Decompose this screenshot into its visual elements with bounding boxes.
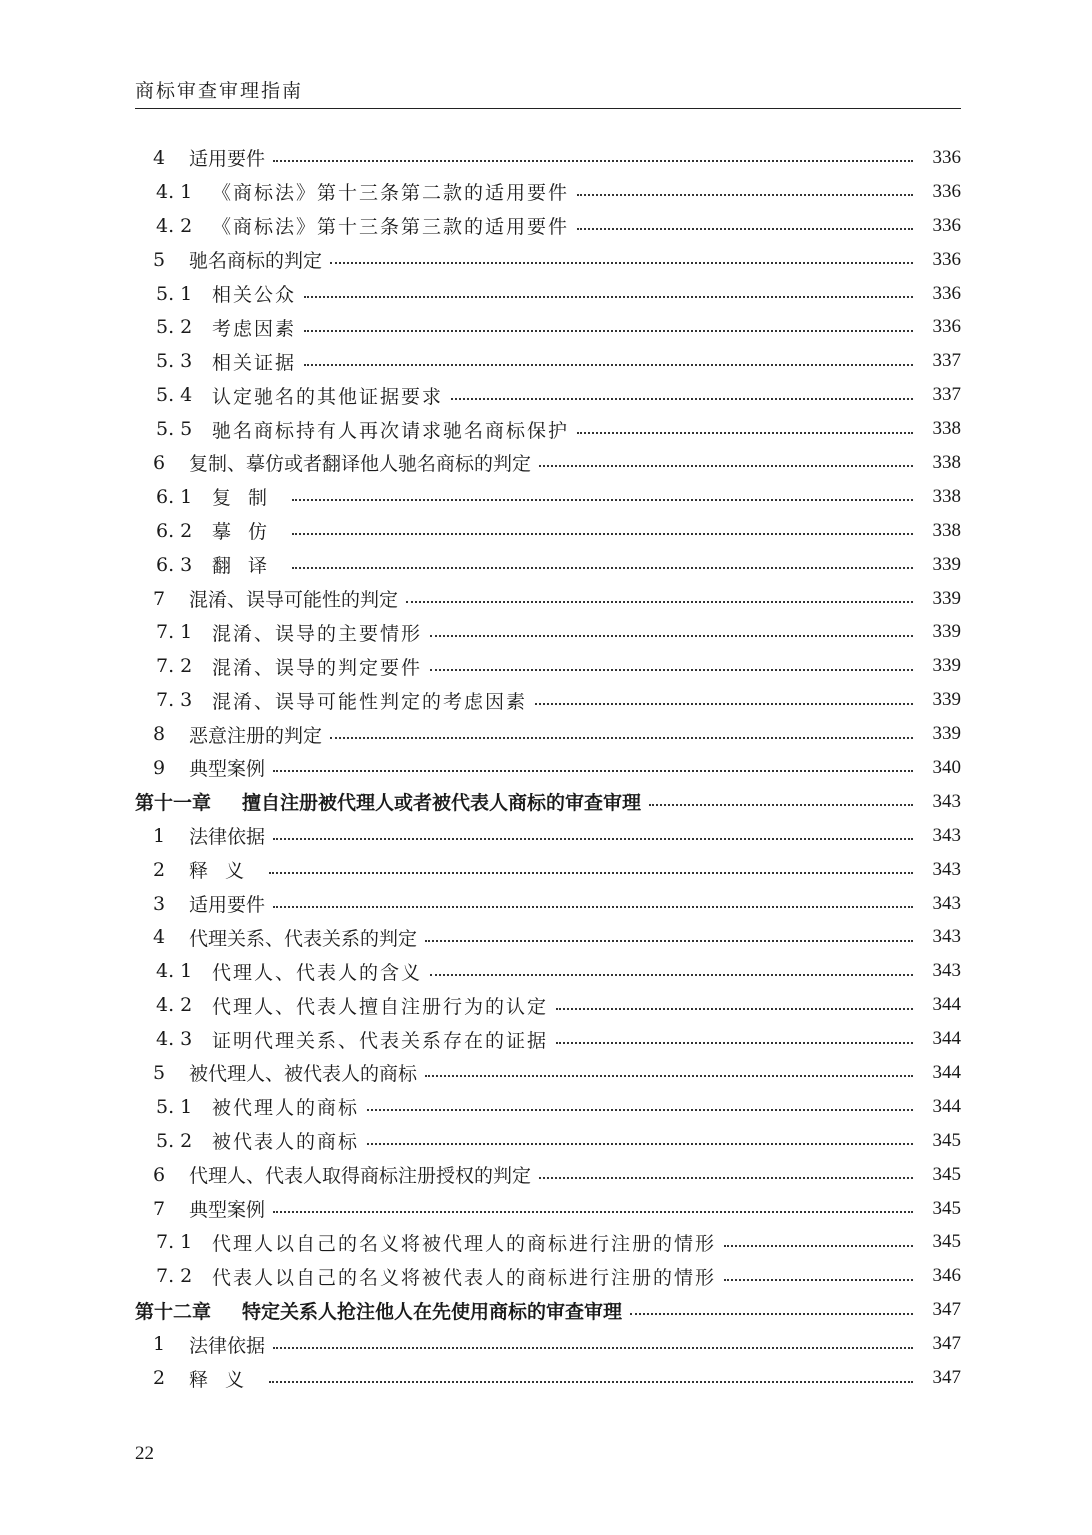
dot-leader [273, 1346, 913, 1349]
toc-entry-title: 典型案例 [189, 1199, 266, 1222]
toc-entry-title: 认定驰名的其他证据要求 [212, 385, 444, 408]
toc-entry-number: 5 [153, 1061, 166, 1084]
toc-entry-number: 7. 2 [156, 655, 193, 678]
toc-entry-number: 5. 3 [156, 350, 193, 373]
toc-entry-number: 7 [153, 1197, 166, 1220]
toc-entry-page: 336 [932, 146, 961, 168]
toc-entry-page: 336 [932, 316, 961, 338]
toc-entry-number: 5. 5 [156, 418, 193, 441]
toc-entry-number: 5. 4 [156, 384, 193, 407]
toc-entry-page: 345 [932, 1129, 961, 1151]
dot-leader [539, 1176, 913, 1179]
toc-entry-title: 适用要件 [189, 148, 266, 171]
toc-entry[interactable] [135, 819, 961, 853]
toc-entry-page: 346 [932, 1265, 961, 1287]
toc-entry[interactable] [135, 548, 961, 582]
dot-leader [269, 871, 913, 874]
toc-entry[interactable] [135, 1361, 961, 1395]
dot-leader [273, 905, 913, 908]
toc-entry-page: 339 [932, 587, 961, 609]
toc-entry-title: 混淆、误导可能性判定的考虑因素 [212, 690, 528, 713]
toc-entry-title: 法律依据 [189, 1334, 266, 1357]
toc-entry[interactable] [135, 615, 961, 649]
toc-entry-page: 343 [932, 790, 961, 812]
toc-entry-title: 复制、摹仿或者翻译他人驰名商标的判定 [189, 453, 532, 476]
dot-leader [649, 803, 913, 806]
toc-entry-number: 9 [153, 756, 166, 779]
dot-leader [292, 532, 913, 535]
toc-entry-page: 344 [932, 1028, 961, 1050]
toc-entry-title: 证明代理关系、代表关系存在的证据 [212, 1029, 549, 1052]
dot-leader [430, 668, 913, 671]
toc-entry[interactable] [135, 1022, 961, 1056]
toc-entry-title: 代理人、代表人取得商标注册授权的判定 [189, 1165, 532, 1188]
dot-leader [430, 973, 913, 976]
dot-leader [273, 769, 913, 772]
toc-entry-title: 相关公众 [212, 284, 297, 306]
toc-entry[interactable] [135, 1259, 961, 1293]
toc-entry[interactable] [135, 446, 961, 480]
toc-entry[interactable] [135, 887, 961, 921]
toc-entry-number: 6. 1 [156, 485, 193, 508]
toc-entry[interactable] [135, 344, 961, 378]
toc-entry-page: 338 [932, 485, 961, 507]
toc-entry[interactable] [135, 141, 961, 175]
toc-entry-page: 339 [932, 553, 961, 575]
dot-leader [556, 1041, 913, 1044]
toc-entry-number: 2 [153, 1367, 166, 1389]
dot-leader [577, 193, 913, 196]
toc-entry-title: 复制 [212, 487, 285, 510]
toc-entry[interactable] [135, 1124, 961, 1158]
toc-entry-number: 4. 1 [156, 180, 193, 203]
toc-entry-page: 347 [932, 1333, 961, 1355]
toc-entry-number: 5. 2 [156, 1129, 193, 1152]
toc-entry[interactable] [135, 412, 961, 446]
toc-entry-page: 337 [932, 384, 961, 406]
toc-entry-number: 4. 2 [156, 214, 193, 237]
toc-entry-number: 7. 1 [156, 621, 193, 644]
toc-entry-page: 336 [932, 282, 961, 304]
toc-entry-page: 343 [932, 960, 961, 982]
dot-leader [292, 566, 913, 569]
dot-leader [577, 431, 913, 434]
dot-leader [273, 837, 913, 840]
dot-leader [367, 1142, 913, 1145]
toc-entry-title: 《商标法》第十三条第二款的适用要件 [212, 182, 570, 205]
toc-entry-number: 第十一章 [135, 792, 212, 815]
toc-entry-number: 5. 2 [156, 316, 193, 339]
toc-entry-number: 3 [153, 892, 166, 915]
toc-entry[interactable] [135, 209, 961, 243]
toc-entry-page: 343 [932, 926, 961, 948]
dot-leader [304, 363, 913, 366]
toc-entry[interactable] [135, 1327, 961, 1361]
dot-leader [273, 1210, 913, 1213]
dot-leader [304, 295, 913, 298]
dot-leader [269, 1380, 913, 1383]
toc-entry-number: 6. 2 [156, 519, 193, 542]
toc-entry-page: 338 [932, 519, 961, 541]
toc-entry-page: 339 [932, 621, 961, 643]
toc-entry-page: 339 [932, 723, 961, 745]
toc-entry-number: 7. 3 [156, 689, 193, 712]
toc-entry-title: 代理人、代表人擅自注册行为的认定 [212, 995, 549, 1018]
toc-entry-page: 338 [932, 451, 961, 473]
toc-entry-number: 6 [153, 1163, 166, 1186]
toc-entry-number: 2 [153, 858, 166, 881]
toc-entry-number: 1 [153, 1333, 166, 1356]
dot-leader [539, 464, 913, 467]
dot-leader [430, 634, 913, 637]
toc-entry-page: 336 [932, 248, 961, 270]
toc-entry-title: 典型案例 [189, 758, 266, 781]
toc-entry-page: 337 [932, 350, 961, 372]
toc-entry-title: 被代理人、被代表人的商标 [189, 1063, 418, 1086]
toc-entry-title: 擅自注册被代理人或者被代表人商标的审查审理 [242, 792, 642, 815]
toc-entry-title: 摹仿 [212, 521, 285, 544]
toc-entry-page: 345 [932, 1197, 961, 1219]
toc-entry[interactable] [135, 649, 961, 683]
toc-entry-number: 4. 1 [156, 960, 193, 983]
toc-entry-number: 1 [153, 824, 166, 847]
toc-entry-page: 339 [932, 689, 961, 711]
dot-leader [577, 227, 913, 230]
toc-entry-page: 344 [932, 1095, 961, 1117]
dot-leader [630, 1312, 913, 1315]
toc-entry[interactable] [135, 1056, 961, 1090]
toc-entry-page: 336 [932, 180, 961, 202]
toc-entry-title: 翻译 [212, 555, 285, 578]
dot-leader [304, 329, 913, 332]
toc-entry[interactable] [135, 310, 961, 344]
page-number: 22 [135, 1443, 154, 1464]
toc-entry-title: 代理人、代表人的含义 [212, 961, 423, 984]
toc-entry-page: 343 [932, 858, 961, 880]
toc-entry[interactable] [135, 175, 961, 209]
toc-entry-number: 第十二章 [135, 1300, 212, 1323]
dot-leader [330, 736, 913, 739]
toc-entry-page: 345 [932, 1231, 961, 1253]
toc-entry-number: 6 [153, 451, 166, 474]
toc-entry-page: 340 [932, 756, 961, 778]
toc-entry[interactable] [135, 480, 961, 514]
toc-entry-title: 被代表人的商标 [212, 1131, 360, 1154]
toc-chapter-entry[interactable] [135, 1293, 961, 1327]
toc-entry-page: 343 [932, 824, 961, 846]
dot-leader [724, 1278, 913, 1281]
book-title: 商标审查审理指南 [135, 80, 304, 102]
toc-entry-title: 混淆、误导的判定要件 [212, 656, 423, 679]
toc-entry-page: 344 [932, 994, 961, 1016]
toc-entry-title: 恶意注册的判定 [189, 724, 323, 747]
dot-leader [273, 159, 913, 162]
toc-entry-page: 343 [932, 892, 961, 914]
toc-entry[interactable] [135, 1158, 961, 1192]
toc-entry-title: 适用要件 [189, 894, 266, 917]
toc-entry-page: 338 [932, 418, 961, 440]
toc-entry-page: 336 [932, 214, 961, 236]
dot-leader [406, 600, 913, 603]
toc-entry[interactable] [135, 954, 961, 988]
toc-entry-title: 代表人以自己的名义将被代表人的商标进行注册的情形 [212, 1266, 717, 1289]
toc-entry-title: 被代理人的商标 [212, 1097, 360, 1120]
toc-entry-page: 347 [932, 1299, 961, 1321]
toc-entry-number: 4. 3 [156, 1028, 193, 1051]
dot-leader [330, 261, 913, 264]
toc-entry-title: 释义 [189, 860, 262, 883]
toc-entry[interactable] [135, 1192, 961, 1226]
toc-entry-number: 8 [153, 723, 166, 746]
toc-entry[interactable] [135, 1090, 961, 1124]
toc-entry-number: 5. 1 [156, 1095, 193, 1118]
toc-entry-title: 法律依据 [189, 826, 266, 849]
toc-entry[interactable] [135, 378, 961, 412]
dot-leader [367, 1108, 913, 1111]
toc-entry[interactable] [135, 277, 961, 311]
toc-entry[interactable] [135, 582, 961, 616]
toc-entry-number: 7. 1 [156, 1231, 193, 1254]
toc-entry-number: 7. 2 [156, 1265, 193, 1288]
toc-entry-title: 驰名商标持有人再次请求驰名商标保护 [212, 419, 570, 442]
toc-entry[interactable] [135, 751, 961, 785]
running-header [135, 72, 961, 109]
toc-entry-title: 考虑因素 [212, 317, 297, 340]
toc-entry[interactable] [135, 920, 961, 954]
toc-entry-page: 344 [932, 1061, 961, 1083]
toc-entry-title: 混淆、误导的主要情形 [212, 622, 423, 645]
toc-entry-title: 混淆、误导可能性的判定 [189, 589, 399, 612]
toc-entry-title: 代理关系、代表关系的判定 [189, 927, 418, 950]
toc-entry-page: 345 [932, 1163, 961, 1185]
toc-chapter-entry[interactable] [135, 785, 961, 819]
toc-entry-title: 相关证据 [212, 351, 297, 374]
toc-entry[interactable] [135, 514, 961, 548]
toc-entry-page: 347 [932, 1367, 961, 1388]
dot-leader [425, 1074, 913, 1077]
toc-entry[interactable] [135, 243, 961, 277]
dot-leader [556, 1007, 913, 1010]
toc-entry-page: 339 [932, 655, 961, 677]
dot-leader [292, 498, 913, 501]
toc-entry-number: 5. 1 [156, 282, 193, 305]
toc-entry[interactable] [135, 988, 961, 1022]
toc-entry-number: 6. 3 [156, 553, 193, 576]
dot-leader [724, 1244, 913, 1247]
toc-entry-number: 4 [153, 926, 166, 949]
toc-entry-title: 代理人以自己的名义将被代理人的商标进行注册的情形 [212, 1232, 717, 1255]
dot-leader [535, 702, 913, 705]
toc-entry[interactable] [135, 1226, 961, 1260]
toc-entry-title: 特定关系人抢注他人在先使用商标的审查审理 [242, 1300, 623, 1323]
toc-entry-number: 5 [153, 248, 166, 271]
toc-entry-number: 4 [153, 146, 166, 169]
toc-entry[interactable] [135, 717, 961, 751]
toc-entry-title: 《商标法》第十三条第三款的适用要件 [212, 216, 570, 239]
toc-entry-number: 4. 2 [156, 994, 193, 1017]
toc-entry-title: 释义 [189, 1368, 262, 1391]
toc-entry-title: 驰名商标的判定 [189, 250, 323, 273]
table-of-contents [135, 141, 961, 1395]
dot-leader [451, 397, 913, 400]
toc-entry[interactable] [135, 683, 961, 717]
dot-leader [425, 939, 913, 942]
toc-entry[interactable] [135, 853, 961, 887]
toc-entry-number: 7 [153, 587, 166, 610]
